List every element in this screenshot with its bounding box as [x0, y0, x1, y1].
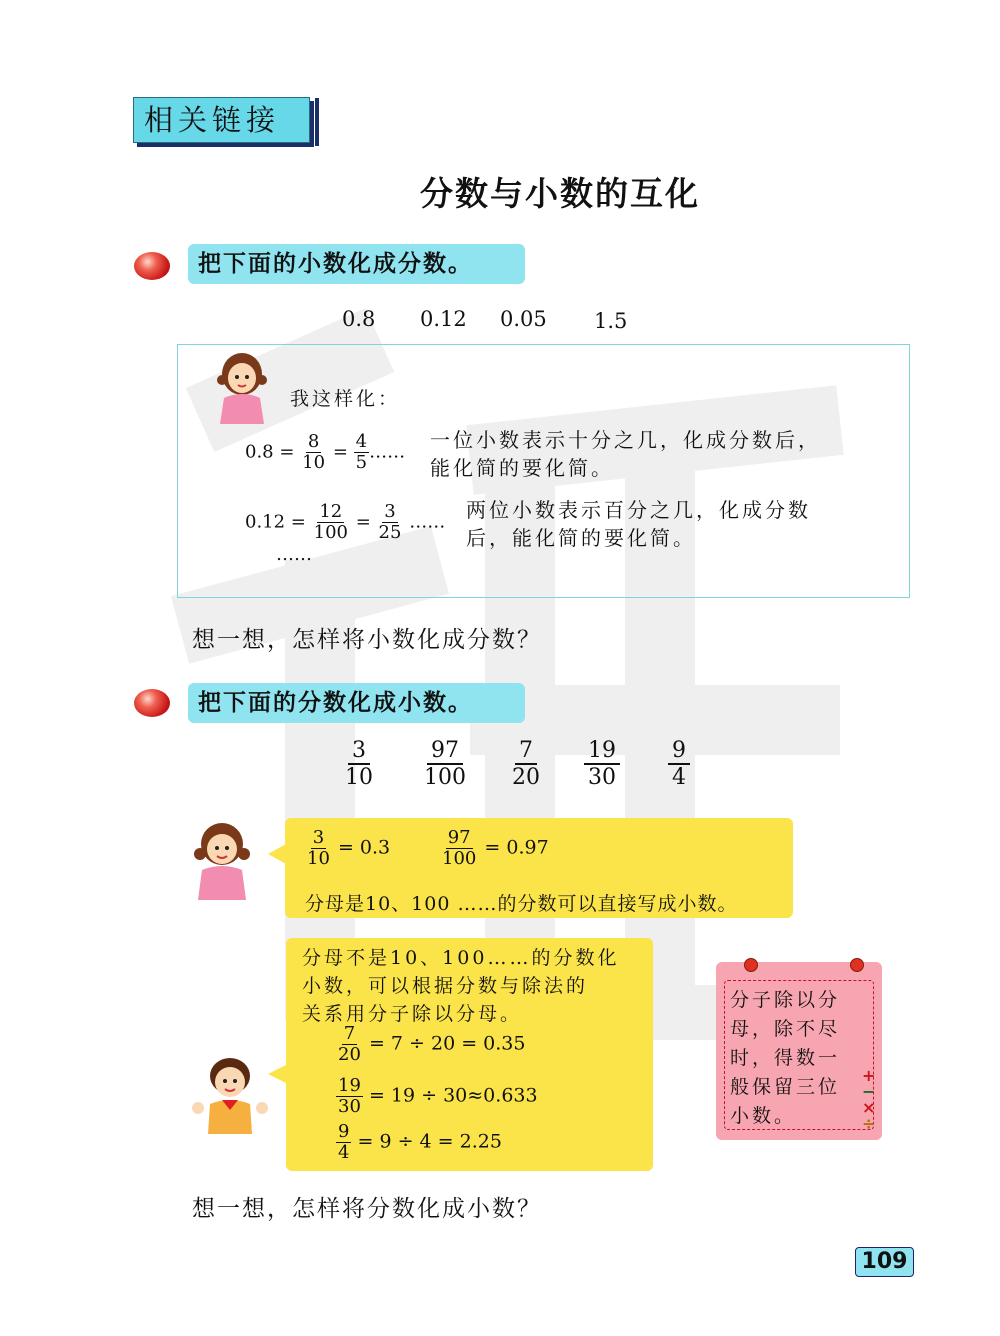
example-2: 0.12 = $\frac{12}{100}$ = $\frac{3}{25}$ …… — [245, 501, 446, 543]
girl-avatar-icon — [210, 350, 274, 424]
bubble-1-note: 分母是10、100 ……的分数可以直接写成小数。 — [305, 893, 738, 915]
question-2: 想一想，怎样将分数化成小数？ — [192, 1196, 542, 1222]
page-title: 分数与小数的互化 — [420, 174, 700, 213]
fraction-item: $\frac{19}{30}$ — [584, 738, 620, 790]
pin-icon — [850, 958, 864, 972]
math-operators-icon: + − × ÷ — [862, 1066, 876, 1133]
example-1-note: 一位小数表示十分之几，化成分数后， 能化简的要化简。 — [430, 428, 821, 480]
boy-avatar-icon — [188, 1050, 272, 1134]
decimal-item: 1.5 — [594, 309, 628, 333]
decimal-item: 0.05 — [500, 307, 547, 331]
fraction-item: $\frac{3}{10}$ — [345, 738, 373, 790]
fraction-item: $\frac{97}{100}$ — [424, 738, 466, 790]
bubble-2-calc-1: $\frac{7}{20}$ = 7 ÷ 20 = 0.35 — [338, 1023, 526, 1065]
bubble-1-example-a: $\frac{3}{10}$ = 0.3 — [307, 827, 391, 869]
example-1: 0.8 = $\frac{8}{10}$ = $\frac{4}{5}$ …… — [245, 431, 406, 473]
fraction: $\frac{8}{10}$ — [302, 431, 326, 473]
related-links-label: 相关链接 — [144, 103, 281, 137]
tip-text: 分子除以分 母，除不尽 时，得数一 般保留三位 小数。 — [730, 989, 841, 1127]
example-2-note: 两位小数表示百分之几，化成分数 后，能化简的要化简。 — [466, 498, 811, 550]
related-links-tag — [133, 97, 310, 143]
continuation-dots: …… — [276, 544, 312, 565]
speech-text: 我这样化： — [290, 388, 401, 410]
decimal-item: 0.8 — [342, 307, 376, 331]
bubble-2-explanation: 分母不是10、100……的分数化 小数，可以根据分数与除法的 关系用分子除以分母。 — [302, 947, 620, 1025]
decimal-item: 0.12 — [420, 307, 467, 331]
instruction-2: 把下面的分数化成小数。 — [188, 683, 525, 723]
fraction: $\frac{4}{5}$ — [355, 431, 368, 473]
bubble-1-example-b: $\frac{97}{100}$ = 0.97 — [442, 827, 549, 869]
bullet-icon — [134, 689, 170, 717]
fraction-item: $\frac{9}{4}$ — [668, 738, 690, 790]
bullet-icon — [134, 252, 170, 280]
fraction-item: $\frac{7}{20}$ — [512, 738, 540, 790]
bubble-2-calc-2: $\frac{19}{30}$ = 19 ÷ 30≈0.633 — [338, 1075, 538, 1117]
question-1: 想一想，怎样将小数化成分数？ — [192, 627, 542, 653]
girl-avatar-icon — [188, 820, 258, 900]
page-number: 109 — [855, 1247, 914, 1277]
pin-icon — [744, 958, 758, 972]
fraction: $\frac{12}{100}$ — [313, 501, 348, 543]
bubble-2-calc-3: $\frac{9}{4}$ = 9 ÷ 4 = 2.25 — [338, 1121, 502, 1163]
fraction: $\frac{3}{25}$ — [378, 501, 402, 543]
instruction-1: 把下面的小数化成分数。 — [188, 244, 525, 284]
